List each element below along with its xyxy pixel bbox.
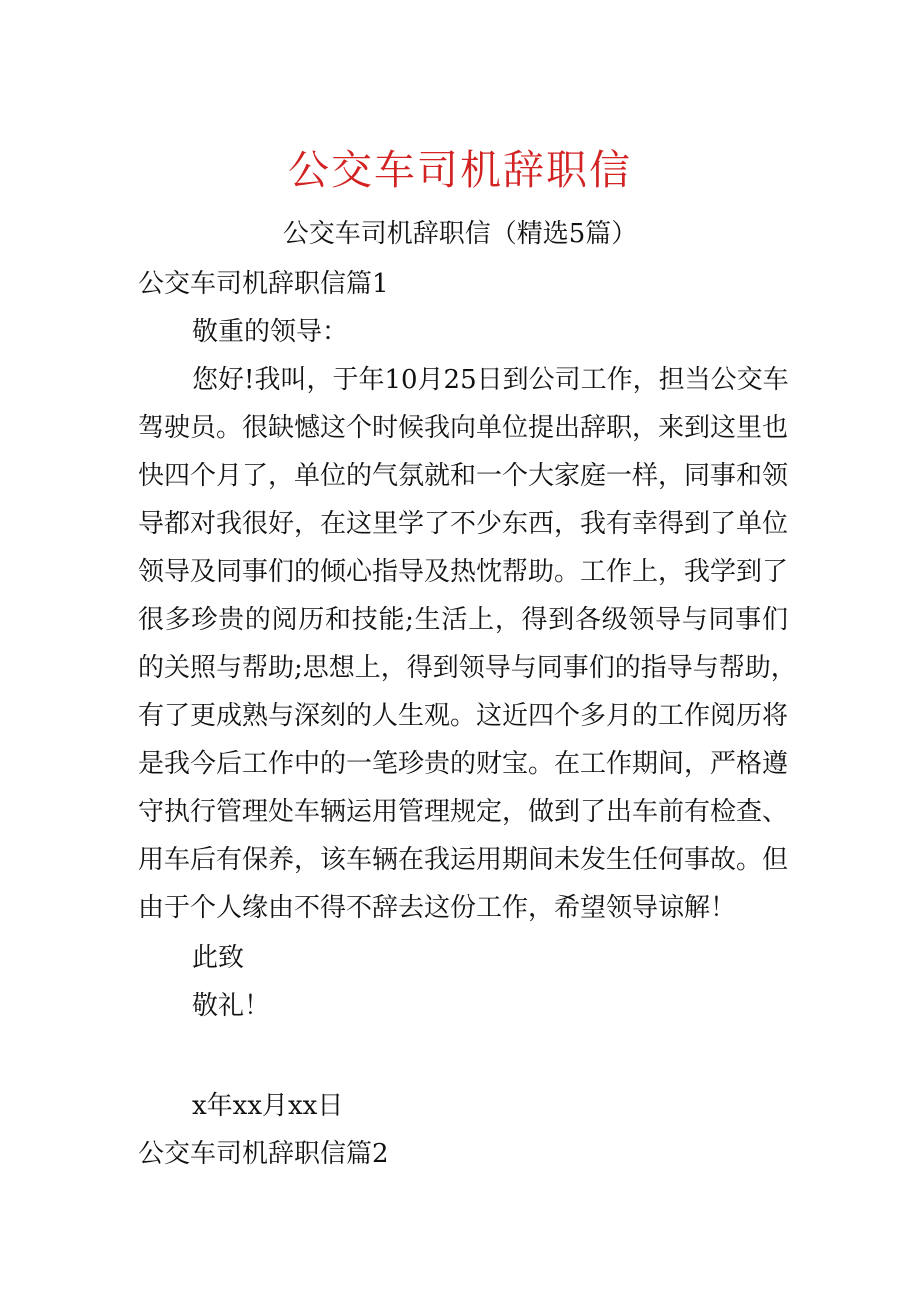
body-line-1: 您好!我叫，于年10月25日到公司工作，担当公交车 <box>192 365 789 395</box>
body-line-2: 驾驶员。很缺憾这个时候我向单位提出辞职，来到这里也 <box>138 413 789 443</box>
document-subtitle: 公交车司机辞职信（精选5篇） <box>282 219 638 249</box>
section-heading-1: 公交车司机辞职信篇1 <box>138 269 389 299</box>
body-line-5: 领导及同事们的倾心指导及热忱帮助。工作上，我学到了 <box>138 557 789 587</box>
body-line-12: 由于个人缘由不得不辞去这份工作，希望领导谅解！ <box>138 893 737 923</box>
section-heading-2: 公交车司机辞职信篇2 <box>138 1139 389 1169</box>
body-line-7: 的关照与帮助;思想上，得到领导与同事们的指导与帮助， <box>138 653 797 683</box>
body-line-3: 快四个月了，单位的气氛就和一个大家庭一样，同事和领 <box>138 461 789 491</box>
closing-salutation: 此致 <box>192 943 245 973</box>
body-line-8: 有了更成熟与深刻的人生观。这近四个多月的工作阅历将 <box>138 701 789 731</box>
body-line-11: 用车后有保养，该车辆在我运用期间未发生任何事故。但 <box>138 845 789 875</box>
closing-respect: 敬礼！ <box>192 991 271 1021</box>
body-line-10: 守执行管理处车辆运用管理规定，做到了出车前有检查、 <box>138 797 789 827</box>
body-line-6: 很多珍贵的阅历和技能;生活上，得到各级领导与同事们 <box>138 605 788 635</box>
salutation: 敬重的领导： <box>192 317 349 347</box>
document-title: 公交车司机辞职信 <box>288 146 632 194</box>
body-line-9: 是我今后工作中的一笔珍贵的财宝。在工作期间，严格遵 <box>138 749 789 779</box>
body-line-4: 导都对我很好，在这里学了不少东西，我有幸得到了单位 <box>138 509 789 539</box>
letter-date: x年xx月xx日 <box>192 1091 344 1121</box>
